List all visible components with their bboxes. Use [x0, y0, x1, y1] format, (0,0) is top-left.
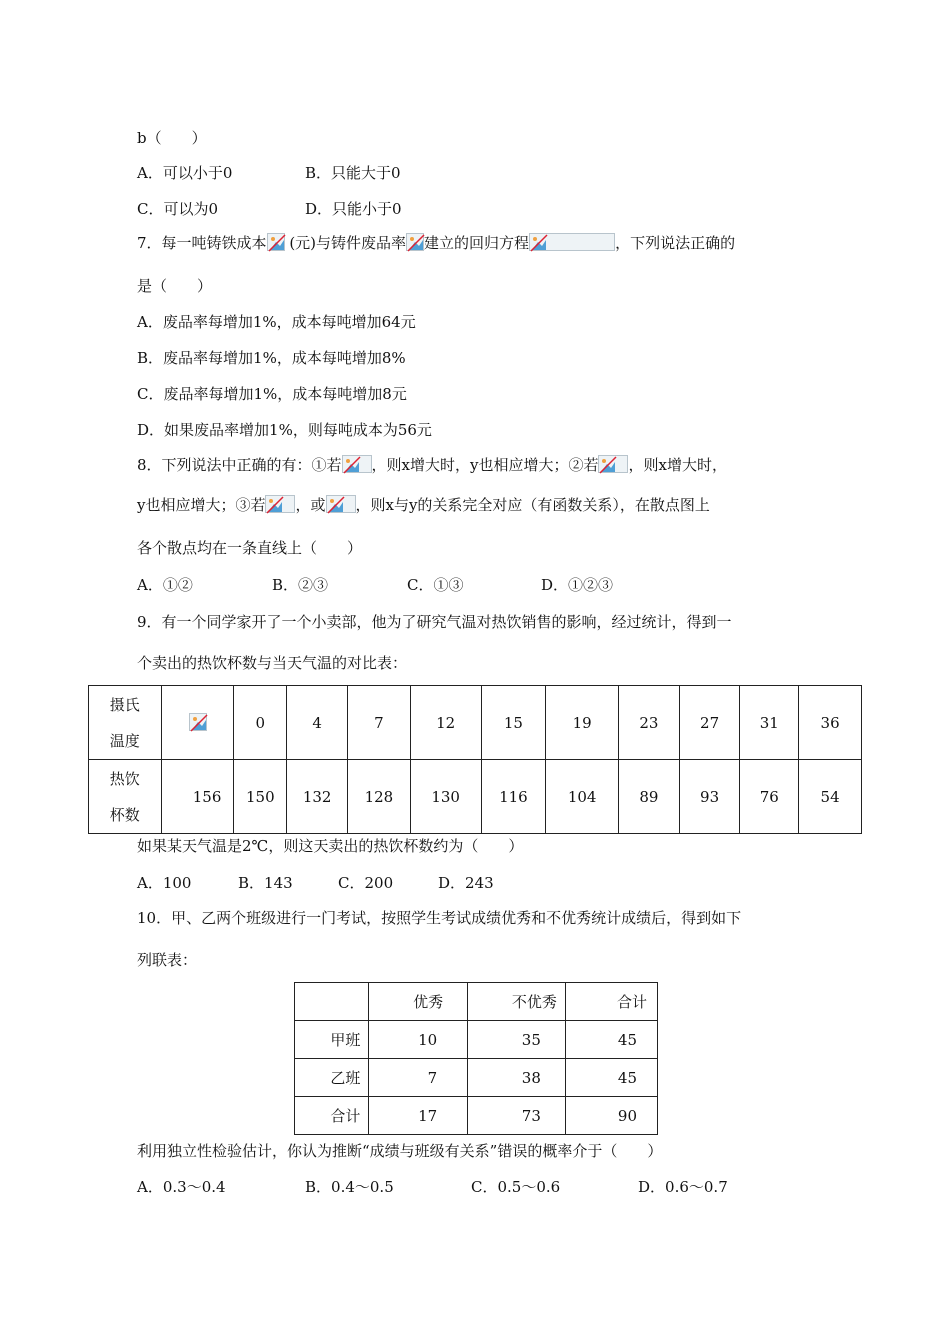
- table-cell: 89: [619, 760, 680, 834]
- q7-option-b: B．废品率每增加1%，成本每吨增加8%: [137, 349, 406, 367]
- q6-option-b: B．只能大于0: [305, 164, 401, 182]
- q8-option-c: C．①③: [407, 576, 464, 594]
- q8-part1: 8．下列说法中正确的有：①若: [137, 456, 342, 474]
- q10-stem-line1: 10．甲、乙两个班级进行一门考试，按照学生考试成绩优秀和不优秀统计成绩后，得到如下: [137, 909, 742, 927]
- table-header-cell: 不优秀: [468, 983, 566, 1021]
- q8-stem-line2: [137, 495, 710, 515]
- q6-option-c: C．可以为0: [137, 200, 219, 218]
- table-cell: 150: [234, 760, 287, 834]
- table-cell: 45: [565, 1021, 657, 1059]
- q9-stem-line2: 个卖出的热饮杯数与当天气温的对比表：: [137, 654, 408, 672]
- q9-option-b: B．143: [238, 874, 293, 892]
- q8-line2-a: y也相应增大；③若: [137, 496, 266, 514]
- q8-option-a: A．①②: [137, 576, 193, 594]
- q10-option-b: B．0.4～0.5: [305, 1178, 394, 1196]
- q8-part3: ，则x增大时，: [628, 456, 727, 474]
- q8-line2-c: ，则x与y的关系完全对应（有函数关系），在散点图上: [355, 496, 710, 514]
- q10-question: 利用独立性检验估计，你认为推断“成绩与班级有关系”错误的概率介于（ ）: [137, 1142, 663, 1160]
- q8-line2-b: ，或: [295, 496, 326, 514]
- table-cell: 17: [369, 1097, 468, 1135]
- table-row: [295, 1059, 658, 1097]
- table-cell: 23: [619, 686, 680, 760]
- broken-image-icon: [265, 495, 295, 513]
- table-cell: 合计: [295, 1097, 369, 1135]
- table-cell: 132: [287, 760, 348, 834]
- table-header-cell: 合计: [565, 983, 657, 1021]
- table-cell: 甲班: [295, 1021, 369, 1059]
- table-row: [295, 983, 658, 1021]
- table-cell: 15: [481, 686, 546, 760]
- table-cell: 38: [468, 1059, 566, 1097]
- table-cell: 116: [481, 760, 546, 834]
- table-cell: [161, 686, 234, 760]
- q9-question: 如果某天气温是2℃，则这天卖出的热饮杯数约为（ ）: [137, 837, 524, 855]
- table-row: [89, 686, 862, 760]
- q7-stem-part4: ，下列说法正确的: [615, 234, 736, 252]
- q10-option-c: C．0.5～0.6: [471, 1178, 561, 1196]
- q7-stem-line2: 是（ ）: [137, 277, 213, 295]
- q7-option-c: C．废品率每增加1%，成本每吨增加8元: [137, 385, 407, 403]
- table-cell: 36: [799, 686, 862, 760]
- q9-option-a: A．100: [137, 874, 192, 892]
- q7-stem-part3: 建立的回归方程: [424, 234, 530, 252]
- broken-image-icon: [406, 233, 424, 251]
- table-cell: 45: [565, 1059, 657, 1097]
- broken-image-icon: [598, 455, 628, 473]
- q7-option-a: A．废品率每增加1%，成本每吨增加64元: [137, 313, 416, 331]
- table-cell: 54: [799, 760, 862, 834]
- table-cell: 156: [161, 760, 234, 834]
- q8-option-b: B．②③: [272, 576, 329, 594]
- q10-stem-line2: 列联表：: [137, 951, 198, 969]
- table-cell: 76: [740, 760, 799, 834]
- table-header-cell: [295, 983, 369, 1021]
- table-cell: 19: [546, 686, 619, 760]
- table-cell: 93: [679, 760, 740, 834]
- q10-option-d: D．0.6～0.7: [638, 1178, 728, 1196]
- table-row: [89, 760, 862, 834]
- table-cell: 乙班: [295, 1059, 369, 1097]
- table-row: [295, 1021, 658, 1059]
- table-cell: 10: [369, 1021, 468, 1059]
- q8-part2: ，则x增大时，y也相应增大；②若: [371, 456, 599, 474]
- row-label-temperature: 摄氏 温度: [89, 686, 162, 760]
- q9-option-d: D．243: [438, 874, 494, 892]
- q9-option-c: C．200: [338, 874, 394, 892]
- broken-image-icon: [342, 455, 372, 473]
- broken-image-icon: [189, 713, 207, 731]
- table-cell: 130: [410, 760, 481, 834]
- table-cell: 73: [468, 1097, 566, 1135]
- contingency-table: [294, 982, 658, 1135]
- table-cell: 90: [565, 1097, 657, 1135]
- q6-option-a: A．可以小于0: [137, 164, 233, 182]
- table-cell: 35: [468, 1021, 566, 1059]
- q6-option-d: D．只能小于0: [305, 200, 402, 218]
- q7-stem-line1: [137, 233, 735, 253]
- table-cell: 128: [348, 760, 411, 834]
- table-cell: 0: [234, 686, 287, 760]
- table-header-cell: 优秀: [369, 983, 468, 1021]
- q8-stem-line3: 各个散点均在一条直线上（ ）: [137, 539, 363, 557]
- q7-stem-part2: (元)与铸件废品率: [289, 234, 407, 252]
- q8-option-d: D．①②③: [541, 576, 614, 594]
- q10-option-a: A．0.3～0.4: [137, 1178, 226, 1196]
- broken-image-icon: [326, 495, 356, 513]
- table-cell: 104: [546, 760, 619, 834]
- table-cell: 7: [348, 686, 411, 760]
- row-label-cups: 热饮 杯数: [89, 760, 162, 834]
- temperature-sales-table: [88, 685, 862, 834]
- q8-stem-line1: [137, 455, 727, 475]
- regression-equation-image-icon: [529, 233, 615, 251]
- broken-image-icon: [267, 233, 285, 251]
- table-cell: 31: [740, 686, 799, 760]
- table-row: [295, 1097, 658, 1135]
- q7-stem-part1: 7．每一吨铸铁成本: [137, 234, 267, 252]
- table-cell: 12: [410, 686, 481, 760]
- table-cell: 4: [287, 686, 348, 760]
- q9-stem-line1: 9．有一个同学家开了一个小卖部，他为了研究气温对热饮销售的影响，经过统计，得到一: [137, 613, 732, 631]
- q6-tail: b（ ）: [137, 129, 207, 147]
- table-cell: 27: [679, 686, 740, 760]
- table-cell: 7: [369, 1059, 468, 1097]
- q7-option-d: D．如果废品率增加1%，则每吨成本为56元: [137, 421, 432, 439]
